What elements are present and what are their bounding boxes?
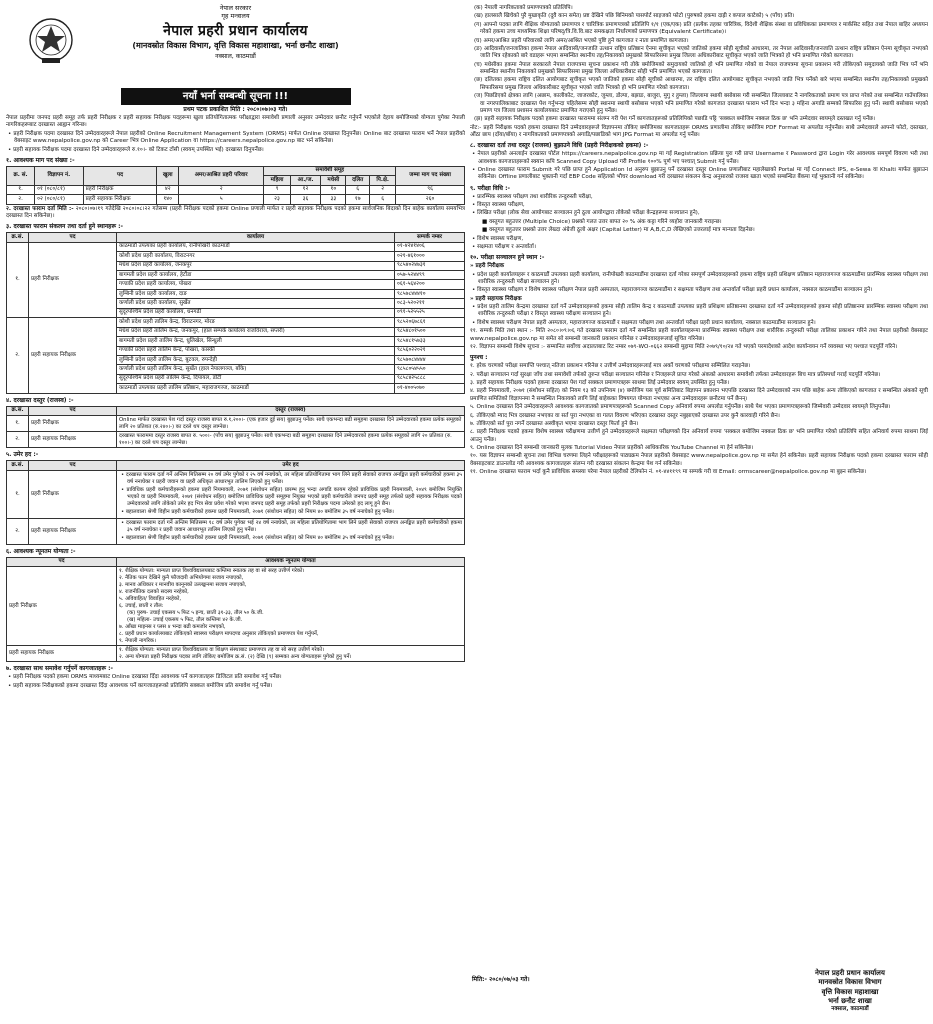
list-item: • Online दरखास्त फाराम Submit गरे पछि प्राप्त हुने Application Id अनुरुप बुझाउनु पर्ने दरखास्त दस्तुर Online प्रणालीबाट महालेखाको Portal मा गई Connect IPS, e-Sewa वा Khalti मार्फत बुझाउन सकिनेछ। Offline प्रणालीबाट भुक्तानी गर्दा EBP Code सहितको भौचर download गरी दरखास्त संकलन केन्द्र अनुसारको राजस्व खाता भएको सम्बन्धित बैंकमा गई भुक्तानी गर्न सकिनेछ। [472, 167, 928, 181]
table-row: बागमती प्रदेश प्रहरी कार्यालय, हेटौंडा ०५७-५२४४९९ [7, 271, 465, 280]
list-item: • प्रदेश प्रहरी तालिम केन्द्रमा दरखास्त दर्ता गर्ने उम्मेदवारहरूको हकमा सोही तालिम केन्द्र र काठमाडौं उपत्यका प्रहरी प्रशिक्षण प्रतिष्ठानमा दरखास्त दर्ता गर्ने उम्मेदवारहरूको हकमा सोही प्रतिष्ठानमा प्रारम्भिक स्वास्थ्य परीक्षण तथा शारीरिक तन्दुरुस्ती परीक्षा र विस्तृत स्वास्थ्य परीक्षण सञ्चालन हुने। [472, 304, 928, 318]
doc-item: (ज) पिछडिएको क्षेत्रका लागि (अछाम, कालीकोट, जाजरकोट, जुम्ला, डोल्पा, बझाङ, बाजुरा, मुगु र हुम्ला) जिल्लामा स्थायी बसोबास गरी सम्बन्धित जिल्लाबाट नै नागरिकताको प्रमाण पत्र प्राप्त गरेको तथा सम्बन्धित गाउँपालिका वा नगरपालिकाबाट दरखास्त पेश गर्नुभन्दा पहिलेसम्म सोही स्थानमा स्थायी बसोबास भएको भनि प्रमाणित गरेको कागजात दरखास्त फाराम भर्ने दिन भन्दा ३ महिना अगाडि सम्मको सिफारिस हुनु पर्ने। स्थायी बसोबास भएको प्रमाण पत्र जिल्ला प्रशासन कार्यालयबाट प्रमाणित गराएको हुनु पर्नेछ। [474, 93, 928, 114]
list-item: • सक्षमता परीक्षण र अन्तर्वार्ता। [472, 243, 536, 250]
right-column [470, 4, 928, 478]
col-header: महिला [264, 176, 290, 185]
table-row: कोशी प्रदेश प्रहरी कार्यालय, विराटनगर ०२१-४६१००० [7, 252, 465, 261]
col-header: क्र. सं. [7, 166, 35, 185]
col-header: जम्मा माग पद संख्या [396, 166, 465, 185]
table-row: बागमती प्रदेश प्रहरी तालिम केन्द्र, धुलिखेल, सिन्धुली ९८५४८१५७३३ [7, 337, 465, 346]
list-item: • विस्तृत स्वास्थ्य परीक्षण, [472, 202, 525, 209]
age-table: क्र.सं. पद उमेर हद १. प्रहरी निरीक्षक • दरखास्त फाराम दर्ता गर्ने अन्तिम मितिसम्म २० वर्ष उमेर पुगेको र २५ वर्ष ननाघेको, तर महिला प्रतियोगितामा भाग लिने प्रहरी सेवाको राजपत्र अनङ्कित प्रहरी कर्मचारीको हकमा ३५ वर्ष ननाघेका र प्रहरी जवान वा प्रहरी अधिकृत आधारभूत तालिम लिएको हुनु पर्नेछ। • प्राविधिक प्रहरी कर्मचारीहरूको हकमा प्रहरी नियमावली, २०७१ (संशोधन सहित) प्रारम्भ हुनु भन्दा अगाडि कायम रहेको प्राविधिक प्रहरी नियमावली, २०४९ बमोजिम नियुक्ति भएको वा प्रहरी नियमावली, २०७१ (संशोधन सहित) बमोजिम प्राविधिक प्रहरी समूहमा नियुक्त भएको प्रहरी कर्मचारीले जनपद प्रहरी समूह तर्फको प्रहरी सहायक निरीक्षक पदको उम्मेदवारको लागि तोकेको उमेर हद भित्र सेवा प्रवेश गरेको भएमा जनपद प्रहरी समूह तर्फको प्रहरी निरीक्षक पदमा उमेरको हद लागू हुने छैन। • बहालवाला श्रेणी विहीन प्रहरी कर्मचारीको हकमा प्रहरी नियमावली, २०७१ (संशोधन सहित) को नियम ४० बमोजिम ३५ वर्ष ननाघेको हुनु पर्नेछ। २. प्रहरी सहायक निरीक्षक • दरखास्त फाराम दर्ता गर्ने अन्तिम मितिसम्म १८ वर्ष उमेर पुगेका भई २४ वर्ष ननाघेको, तर महिला प्रतियोगितामा भाग लिने प्रहरी सेवाको राजपत्र अनङ्कित प्रहरी कर्मचारीको हकमा ३५ वर्ष ननाघेका र प्रहरी जवान आधारभूत तालिम लिएको हुनु पर्नेछ। • बहालवाला श्रेणी विहीन प्रहरी कर्मचारीको हकमा प्रहरी नियमावली, २०७१ (संशोधन सहित) को नियम ४० बमोजिम ३५ वर्ष ननाघेको हुनु पर्नेछ। [6, 460, 465, 545]
header-line-ministry: गृह मन्त्रालय [221, 12, 250, 21]
table-row: लुम्बिनी प्रदेश प्रहरी कार्यालय, दाङ ९८५७८४४४१० [7, 289, 465, 298]
left-column [6, 4, 465, 691]
published-date: प्रथम पटक प्रकाशित मिति : २०८०।०७।०३ गते। [183, 106, 288, 114]
table-row: काठमाडौं उपत्यका प्रहरी तालिम प्रतिष्ठान, महाराजगञ्ज, काठमाडौं ०१-४००५०७० [7, 384, 465, 393]
list-item: ११. Online दरखास्त फाराम भर्दा कुनै प्राविधिक समस्या परेमा नेपाल प्रहरीको टेलिफोन नं. ०१-४४११९९ मा सम्पर्क गरी वा Email: ormscareer@nepalpolice.gov.np मा बुझ्न सकिनेछ। [470, 469, 867, 476]
list-item: ९. Online दरखास्त दिने सम्बन्धी जानकारी मूलक Tutorial Video नेपाल प्रहरीको आधिकारिक YouTube Channel मा हेर्न सकिनेछ। [470, 445, 754, 451]
nepal-police-emblem-icon [28, 14, 74, 66]
offices-table: क्र.सं. पद कार्यालय सम्पर्क नम्बर १. प्रहरी निरीक्षक काठमाडौं उपत्यका प्रहरी कार्यालय, रानीपोखरी काठमाडौं ०१-४२४१४०६ कोशी प्रदेश प्रहरी कार्यालय, विराटनगर ०२१-४६१००० मधेश प्रदेश प्रहरी कार्यालय, जनकपुर ९८५४०२४७३१ बागमती प्रदेश प्रहरी कार्यालय, हेटौंडा ०५७-५२४४९९ गण्डकी प्रदेश प्रहरी कार्यालय, पोखरा ०६१-५६४२०० लुम्बिनी प्रदेश प्रहरी कार्यालय, दाङ ९८५७८४४४१० कर्णाली प्रदेश प्रहरी कार्यालय, सुर्खेत ०८३-५२०२११ सुदूरपश्चिम प्रदेश प्रहरी कार्यालय, धनगढी ०९१-५२५५२५ २. प्रहरी सहायक निरीक्षक कोशी प्रदेश प्रहरी तालिम केन्द्र, विराटनगर, मोरङ ९८५२०६७८६१ मधेश प्रदेश प्रहरी तालिम केन्द्र, जनकपुर, (हाल सम्पर्क कार्यालय राजविराज, सप्तरी) ९८५४८०१५०० बागमती प्रदेश प्रहरी तालिम केन्द्र, धुलिखेल, सिन्धुली ९८५४८१५७३३ गण्डकी प्रदेश प्रहरी तालिम केन्द्र, पोखरा, कास्की ९८५६०२२०२१ लुम्बिनी प्रदेश प्रहरी तालिम केन्द्र, बुटवल, रुपन्देही ९८५७०८४४४४ कर्णाली प्रदेश प्रहरी तालिम केन्द्र, सुर्खेत (हाल नेपालगञ्ज, बाँके) ९८५८०५४५५० सुदूरपश्चिम प्रदेश प्रहरी तालिम केन्द्र, दिपायल, डोटी ९८५८४२५८८८ काठमाडौं उपत्यका प्रहरी तालिम प्रतिष्ठान, महाराजगञ्ज, काठमाडौं ०१-४००५०७० [6, 232, 465, 393]
list-item: • प्रहरी निरीक्षक पदको हकमा ORMS माध्यमबाट Online दरखास्त दिँदा आवश्यक पर्ने कागजातहरू डिजिटल प्रति समावेश गर्नु पर्नेछ। [8, 674, 282, 681]
vacancy-table [6, 166, 465, 205]
subheading: » प्रहरी सहायक निरीक्षक [470, 295, 522, 302]
doc-item: (झ) प्रहरी सहायक निरीक्षक पदको हकमा दरखास्त फाराममा संलग्न गरी पेश गर्ने कागजातहरूको प्रतिलिपिको पछाडि पट्टि 'सक्कल बमोजिम नक्कल ठिक छ' भनि उम्मेदवार स्वयम्‌ले दस्तखत गर्नु पर्नेछ। [474, 116, 875, 123]
table-row: १. प्रहरी निरीक्षक • दरखास्त फाराम दर्ता गर्ने अन्तिम मितिसम्म २० वर्ष उमेर पुगेको र २५ वर्ष ननाघेको, तर महिला प्रतियोगितामा भाग लिने प्रहरी सेवाको राजपत्र अनङ्कित प्रहरी कर्मचारीको हकमा ३५ वर्ष ननाघेका र प्रहरी जवान वा प्रहरी अधिकृत आधारभूत तालिम लिएको हुनु पर्नेछ। • प्राविधिक प्रहरी कर्मचारीहरूको हकमा प्रहरी नियमावली, २०७१ (संशोधन सहित) प्रारम्भ हुनु भन्दा अगाडि कायम रहेको प्राविधिक प्रहरी नियमावली, २०४९ बमोजिम नियुक्ति भएको वा प्रहरी नियमावली, २०७१ (संशोधन सहित) बमोजिम प्राविधिक प्रहरी समूहमा नियुक्त भएको प्रहरी कर्मचारीले जनपद प्रहरी समूह तर्फको प्रहरी सहायक निरीक्षक पदको उम्मेदवारको लागि तोकेको उमेर हद भित्र सेवा प्रवेश गरेको भएमा जनपद प्रहरी समूह तर्फको प्रहरी निरीक्षक पदमा उमेरको हद लागू हुने छैन। • बहालवाला श्रेणी विहीन प्रहरी कर्मचारीको हकमा प्रहरी नियमावली, २०७१ (संशोधन सहित) को नियम ४० बमोजिम ३५ वर्ष ननाघेको हुनु पर्नेछ। [7, 470, 465, 518]
intro-paragraph: नेपाल प्रहरीमा जनपद प्रहरी समूह तर्फ प्रहरी निरीक्षक र प्रहरी सहायक निरीक्षक पदहरूमा खुला प्रतियोगितात्मक परीक्षाद्वारा समावेशी प्रणाली अनुसार उम्मेदवार छनौट गर्नुपर्ने भएकोले देहाय बमोजिमको योग्यता पुगेका नेपाली नागरिकहरूबाट दरखास्त आह्वान गरिन्छ। [6, 115, 465, 129]
list-item: • विशेष स्वास्थ्य परीक्षण, [472, 235, 524, 242]
list-item: • नेपाल प्रहरीको अनलाईन दरखास्त पोर्टल https://careers.nepalpolice.gov.np मा गई Registration प्रक्रिया पुरा गरी प्राप्त Username र Password द्वारा Login गरेर आवश्यक समपूर्ण विवरण भरी तथा आवश्यक कागजातहरूको स्क्यान कपि Scanned Copy Upload गरी Profile १००% पूर्ण भए पश्चात् Submit गर्नु पर्नेछ। [472, 151, 928, 165]
table-row: १. प्रहरी निरीक्षक काठमाडौं उपत्यका प्रहरी कार्यालय, रानीपोखरी काठमाडौं ०१-४२४१४०६ [7, 242, 465, 251]
col-header: खुला [157, 166, 179, 185]
section-6-title: ६. आवश्यक न्यूनतम योग्यता :- [6, 547, 76, 555]
intro-bullet: • प्रहरी निरीक्षक पदमा दरखास्त दिने उम्मेदवारहरूले नेपाल प्रहरीको Online Recruitment Management System (ORMS) मार्फत Online दरखास्त दिनुपर्नेछ। Online बाट दरखास्त फाराम भर्ने नेपाल प्रहरीको वेबसाइट www.nepalpolice.gov.np को Career भित्र Online Application वा https://careers.nepalpolice.gov.np बाट भर्न सकिनेछ। [8, 130, 466, 145]
table-row: १. प्रहरी निरीक्षक Online मार्फत दरखास्त पेश गर्दा दस्तुर राजस्व बापत रु.१,२००।- (एक हजार दुई सय) बुझाउनु पर्नेछ। साथै एकभन्दा बढी समूहमा दरखास्त दिने उम्मेदवारको हकमा प्रत्येक समूहको लागि २० प्रतिशत (रु.२४०।-) का दरले थप दस्तुर लाग्नेछ। [7, 416, 465, 432]
subheading: » प्रहरी निरीक्षक [470, 263, 504, 270]
qualification-table: पद आवश्यक न्यूनतम योग्यता प्रहरी निरीक्षक १. शैक्षिक योग्यता: मान्यता प्राप्त विश्वविद्यालयबाट कम्तिमा स्नातक तह वा सो सरह उत्तीर्ण गरेको। २. नैतिक पतन देखिने कुनै फौजदारी अभियोगमा सजाय नपाएको, ३. मानव अधिकार र मानवीय कानूनको उल्लङ्घनमा सजाय नपाएको, ४. राजनीतिक दलको सदस्य नरहेको, ५. अविवाहित/ विवाहित नरहेको, ६. उचाई, छाती र तौल: (क) पुरुष- उचाई एकसय ५ फिट ५ इन्च, छाती ३१-३३, तौल ५० के.जी. (ख) महिला- उचाई एकसय ५ फिट, तौल कम्तिमा ४२ के.जी. ७. आँखा माइनस र प्लस ४ भन्दा बढी कमजोर नभएको, ८. प्रहरी प्रधान कार्यालयबाट तोकिएको स्वास्थ्य परीक्षण मापदण्ड अनुसार तोकिएको प्रमाणपत्र पेश गर्नुपर्ने, ९. नेपाली नागरिक। प्रहरी सहायक निरीक्षक १. शैक्षिक योग्यता: मान्यता प्राप्त विश्वविद्यालय वा शिक्षण संस्थाबाट प्रमाणपत्र तह वा सो सरह उत्तीर्ण गरेको। २. अन्य योग्यता प्रहरी निरीक्षक पदका लागि तोकिए बमोजिम क्र.सं. (२) देखि (९) सम्मका अन्य योग्यताहरू पुगेको हुनु पर्ने। [6, 557, 465, 663]
table-row: २. प्रहरी सहायक निरीक्षक दरखास्त फाराममा दस्तुर राजस्व बापत रु. ५००।- (पाँच सय) बुझाउनु पर्नेछ। साथै एकभन्दा बढी समूहमा दरखास्त दिने उम्मेदवारको हकमा प्रत्येक समूहको लागि २० प्रतिशत (रु. १००।-) का दरले थप दस्तुर लाग्नेछ। [7, 432, 465, 448]
issue-date: मिति:- २०८०/०७/०३ गते। [472, 976, 530, 984]
table-row: २. ०२ (०८०/८१) प्रहरी सहायक निरीक्षक १४० ५ २३ ३६ ३३ १७ ६ २६० [7, 195, 465, 204]
fee-table: क्र.सं. पद दस्तुर (राजस्व) १. प्रहरी निरीक्षक Online मार्फत दरखास्त पेश गर्दा दस्तुर राजस्व बापत रु.१,२००।- (एक हजार दुई सय) बुझाउनु पर्नेछ। साथै एकभन्दा बढी समूहमा दरखास्त दिने उम्मेदवारको हकमा प्रत्येक समूहको लागि २० प्रतिशत (रु.२४०।-) का दरले थप दस्तुर लाग्नेछ। २. प्रहरी सहायक निरीक्षक दरखास्त फाराममा दस्तुर राजस्व बापत रु. ५००।- (पाँच सय) बुझाउनु पर्नेछ। साथै एकभन्दा बढी समूहमा दरखास्त दिने उम्मेदवारको हकमा प्रत्येक समूहको लागि २० प्रतिशत (रु. १००।-) का दरले थप दस्तुर लाग्नेछ। [6, 406, 465, 449]
list-item: • विस्तृत स्वास्थ्य परीक्षण र विशेष स्वास्थ्य परीक्षण नेपाल प्रहरी अस्पताल, महाराजगञ्ज काठमाडौंमा र सक्षमता परीक्षण तथा अन्तर्वार्ता परीक्षा प्रहरी प्रधान कार्यालय, नक्साल काठमाडौंमा सञ्चालन हुने। [472, 287, 873, 294]
list-item: • लिखित परीक्षा (लोक सेवा आयोगबाट सञ्चालन हुने ठूला आयोगद्वारा तोकेको परीक्षा केन्द्रहरूमा सञ्चालन हुने), [472, 210, 700, 217]
list-item: १०. यस विज्ञापन सम्बन्धी सूचना तथा विभिन्न चरणमा लिइने परीक्षाहरूको पाठ्यक्रम नेपाल प्रहरीको वेबसाइट www.nepalpolice.gov.np मा समेत हेर्न सकिनेछ। प्रहरी सहायक निरीक्षक पदको हकमा दरखास्त फाराम सोही वेबसाइटबाट डाउनलोड गरी आवश्यक कागजातहरू संलग्न गरी दरखास्त संकलन केन्द्रमा पेश गर्न सकिनेछ। [470, 453, 928, 467]
table-row: २. प्रहरी सहायक निरीक्षक कोशी प्रदेश प्रहरी तालिम केन्द्र, विराटनगर, मोरङ ९८५२०६७८६१ [7, 318, 465, 327]
col-header: पद [83, 166, 157, 185]
table-row: गण्डकी प्रदेश प्रहरी तालिम केन्द्र, पोखरा, कास्की ९८५६०२२०२१ [7, 346, 465, 355]
header-line-govt: नेपाल सरकार [219, 4, 252, 12]
section-5-title: ५. उमेर हद :- [6, 451, 39, 459]
col-header: अमर/आश्रित प्रहरी परिवार [179, 166, 264, 185]
list-item: ३. प्रहरी सहायक निरीक्षक पदको हकमा दरखास्त पेश गर्दा सक्कल प्रमाणपत्रहरू साथमा लिई उम्मेदवार स्वयम् उपस्थित हुनु पर्नेछ। [470, 380, 730, 386]
table-row: गण्डकी प्रदेश प्रहरी कार्यालय, पोखरा ०६१-५६४२०० [7, 280, 465, 289]
section-7-title: ७. दरखास्त साथ समावेश गर्नुपर्ने कागजातहरू :- [6, 665, 113, 673]
header-address: नक्साल, काठमाडौं [215, 52, 256, 60]
signature-block: नेपाल प्रहरी प्रधान कार्यालय मानवस्रोत विकास विभाग वृत्ति विकास महाशाखा भर्ना छनौट शाखा नक्साल, काठमाडौं [815, 968, 885, 1013]
notice-banner: नयाँ भर्ना सम्बन्धी सूचना !!! [121, 88, 351, 105]
table-row: कर्णाली प्रदेश प्रहरी तालिम केन्द्र, सुर्खेत (हाल नेपालगञ्ज, बाँके) ९८५८०५४५५० [7, 365, 465, 374]
notice-header [6, 4, 465, 86]
table-row: १. ०१ (०८०/८१) प्रहरी निरीक्षक ४२ २ ९ १२ १० ६ २ ९६ [7, 185, 465, 194]
list-item: • विशेष स्वास्थ्य परीक्षण नेपाल प्रहरी अस्पताल, महाराजगञ्ज काठमाडौं र सक्षमता परीक्षण तथा अन्तर्वार्ता परीक्षा प्रहरी प्रधान कार्यालय, नक्साल काठमाडौंमा सञ्चालन हुने। [472, 319, 816, 326]
table-row: २. प्रहरी सहायक निरीक्षक • दरखास्त फाराम दर्ता गर्ने अन्तिम मितिसम्म १८ वर्ष उमेर पुगेका भई २४ वर्ष ननाघेको, तर महिला प्रतियोगितामा भाग लिने प्रहरी सेवाको राजपत्र अनङ्कित प्रहरी कर्मचारीको हकमा ३५ वर्ष ननाघेका र प्रहरी जवान आधारभूत तालिम लिएको हुनु पर्नेछ। • बहालवाला श्रेणी विहीन प्रहरी कर्मचारीको हकमा प्रहरी नियमावली, २०७१ (संशोधन सहित) को नियम ४० बमोजिम ३५ वर्ष ननाघेको हुनु पर्नेछ। [7, 518, 465, 544]
list-item: २. परीक्षा सञ्चालन गर्दा सुरक्षा जाँच तथा समावेशी तर्फको तुरुन्त परीक्षा सञ्चालन गरिनेछ र निजहरूले प्राप्त गरेको अंकको आधारमा समावेशी तर्फका उम्मेदवारहरू बिच मात्र प्रतिस्पर्धा गराई पदपूर्ति गरिनेछ। [470, 371, 881, 378]
doc-item: (ग) आफ्नो पदका लागि शैक्षिक योग्यताको प्रमाणपत्र र चारित्रिक प्रमाणपत्रको प्रतिलिपि १/१ (एक/एक) प्रति (प्रत्येक तहका चारित्रिक, विदेशी शैक्षिक संस्था वा प्रविधिकका प्रमाणपत्र र मार्कसिट सहित तथा नेपाल बाहिर अध्ययन गरेको हकमा उच्च माध्यमिक शिक्षा परिषद्/त्रि.वि.वि.बाट समकक्षता निर्धारणको प्रमाणपत्र (Equivalent Certificate)। [474, 21, 928, 36]
doc-item: (ख) हालसालै खिचेको पुरै मुखाकृति (दुवै कान समेत) प्रष्ट देखिने पछि बिनिमको पासपोर्ट साइजको फोटो (पुरुषको हकमा दाह्री र कपाल काटेको) ५ (पाँच) प्रति। [474, 13, 795, 20]
section-10-title: १०. परीक्षा सञ्चालन हुने स्थान :- [470, 254, 545, 262]
doc-item: (घ) अमर/आश्रित प्रहरी परिवारको लागि अमर/आश्रित भएको पुष्टि हुने कागजात र नाता प्रमाणित कागजात। [474, 37, 689, 44]
header-department: (मानवस्रोत विकास विभाग, वृत्ति विकास महाशाखा, भर्ना छनौट शाखा) [132, 41, 339, 51]
list-item: ४. प्रहरी नियमावली, २०७१ (संशोधन सहित) को नियम १३ को उपनियम (४) बमोजिम यस पूर्व समितिबाट बिज्ञापन प्रकाशन भएपछि दरखास्त दिने उम्मेदवारको नाम पछि बाहेक अन्य तोकिएको कागजात र सम्बन्धित अंकको सूची प्रमाणित समितिको विज्ञापनमा नै सम्बन्धित निकायको लागि लिई बाहेकका विषयगत योग्यता नभएका अन्य उम्मेदवारहरू छनौटमा पर्ने छैनन्। [470, 388, 928, 402]
group-header: समावेशी समूह [264, 166, 396, 175]
section-2: २. दरखास्त फाराम दर्ता मिति :- २०८०।०७।१९ गतेदेखि २०८०।०८।२२ गतेसम्म (प्रहरी निरीक्षक पदको हकमा Online प्रणाली मार्फत र प्रहरी सहायक निरीक्षक पदको हकमा सार्वजनिक बिदाको दिन बाहेक कार्यालय समयभित्र दरखास्त दिन सकिनेछ)। [6, 205, 465, 219]
postscript-title: पुनश्च : [470, 354, 488, 362]
col-header: मधेसी [321, 176, 346, 185]
section-9-title: ९. परीक्षा विधि :- [470, 184, 510, 192]
list-item: • प्रहरी सहायक निरीक्षकको हकमा दरखास्त दिँदा आवश्यक पर्ने कागजातहरूको प्रतिलिपि सक्कल बमोजिम प्रति समावेश गर्नु पर्नेछ। [8, 682, 273, 689]
table-row: कर्णाली प्रदेश प्रहरी कार्यालय, सुर्खेत ०८३-५२०२११ [7, 299, 465, 308]
col-header: आ./ज. [290, 176, 321, 185]
section-1-title: १. आवश्यक माग पद संख्या :- [6, 156, 75, 164]
col-header: पि.क्षे. [370, 176, 396, 185]
section-12: १२. विज्ञापन सम्बन्धी विशेष सूचना :- सम्मानित सर्वोच्च अदालतबाट रिट नम्बर ०७९-WO-०६६२ सम्बन्धी मुद्दामा मिति २०७९/१०/२४ गते भएको परमादेशको आदेश कार्यान्वयन गर्ने व्यवस्था भए पश्चात पदपूर्ति गरिने। [470, 343, 898, 350]
list-item: • प्रारम्भिक स्वास्थ्य परीक्षण तथा शारीरिक तन्दुरुस्ती परीक्षा, [472, 193, 593, 200]
list-item: ७. तोकिएको सर्त पुरा नगर्ने दरखास्त अस्वीकृत भएमा दरखास्त दस्तुर फिर्ता हुने छैन। [470, 420, 639, 427]
table-row: सुदूरपश्चिम प्रदेश प्रहरी तालिम केन्द्र, दिपायल, डोटी ९८५८४२५८८८ [7, 374, 465, 383]
section-4-title: ४. दरखास्त दस्तुर (राजस्व) :- [6, 396, 74, 404]
list-item: • प्रदेश प्रहरी कार्यालयहरू र काठमाडौं उपत्यका प्रहरी कार्यालय, रानीपोखरी काठमाडौंमा दरखास्त दर्ता गरेका समपूर्ण उम्मेदवारहरूको हकमा राष्ट्रिय प्रहरी प्रशिक्षण प्रतिष्ठान महाराजगञ्ज काठमाडौंमा प्रारम्भिक स्वास्थ्य परीक्षण तथा शारीरिक तन्दुरुस्ती परीक्षा सञ्चालन हुने। [472, 271, 929, 285]
table-row: प्रहरी सहायक निरीक्षक १. शैक्षिक योग्यता: मान्यता प्राप्त विश्वविद्यालय वा शिक्षण संस्थाबाट प्रमाणपत्र तह वा सो सरह उत्तीर्ण गरेको। २. अन्य योग्यता प्रहरी निरीक्षक पदका लागि तोकिए बमोजिम क्र.सं. (२) देखि (९) सम्मका अन्य योग्यताहरू पुगेको हुनु पर्ने। [7, 646, 465, 662]
intro-bullet: • प्रहरी सहायक निरीक्षक पदमा दरखास्त दिने उम्मेदवारहरूले रु.१०।- को टिकट टाँसी (स्वयम् उपस्थित भई) दरखास्त दिनुपर्नेछ। [8, 146, 264, 153]
section-11: ११. सम्पर्क मिति तथा स्थान :- मिति २०८०।०९।०६ गते दरखास्त फाराम दर्ता गर्ने सम्बन्धित प्रहरी कार्यालयहरूमा प्रारम्भिक स्वास्थ्य परीक्षण तथा शारीरिक तन्दुरुस्ती परीक्षा तालिका प्रकाशन गरिने तथा नेपाल प्रहरीको वेबसाइट www.nepalpolice.gov.np मा समेत सो सम्बन्धी जानकारी प्रकाशन गरिनेछ र उम्मेदवारहरूलाई सूचित गरिनेछ। [470, 328, 928, 342]
list-item: ■ वस्तुगत बहुउत्तर (Multiple Choice) प्रश्नको गलत उत्तर बापत २० % अंक कट्टा गरिने व्यहोरा जानकारी गराइन्छ। [482, 218, 722, 225]
list-item: ६. तोकिएको म्याद भित्र दरखास्त नभएका वा सर्त पुरा नभएका वा गलत विवरण भरिएका दरखास्त दस्तुर नबुझाएको दरखास्त उपर कुनै कारवाही गरिने छैन। [470, 412, 780, 419]
list-item: ५. Online दरखास्त दिने उम्मेदवारहरूले आवश्यक कागजातको प्रमाणपत्रहरूको Scanned Copy अनिवार्य रुपमा अपलोड गर्नुपर्नेछ। साथै पेश भएका प्रमाणपत्रहरूको जिम्मेवारी उम्मेदवार स्वयम्‌ले लिनुपर्नेछ। [470, 404, 891, 411]
doc-item: (छ) दलितका हकमा राष्ट्रिय दलित आयोगबाट सूचीकृत भएको जातिको हकमा सोही सूचीको आधारमा, तर राष्ट्रिय दलित आयोगबाट सूचीकृत नभएको जाति भित्र पर्नेको बारे भएमा सम्बन्धित स्थानीय तह/निकायको प्रमुखको सिफारिसमा प्रमुख जिल्ला अधिकारीबाट सूचीकृत भएको जाति भित्रको हो भनि प्रमाणित गरेको कागजात। [474, 77, 928, 91]
table-row: सुदूरपश्चिम प्रदेश प्रहरी कार्यालय, धनगढी ०९१-५२५५२५ [7, 308, 465, 317]
col-header: दलित [346, 176, 370, 185]
table-row: लुम्बिनी प्रदेश प्रहरी तालिम केन्द्र, बुटवल, रुपन्देही ९८५७०८४४४४ [7, 355, 465, 364]
list-item: १. हरेक चरणको परीक्षा समाप्ति पश्चात् नतिजा प्रकाशन गरिनेछ र उत्तीर्ण उम्मेदवारहरूलाई मात्र अर्को चरणको परीक्षामा सम्मिलित गराइनेछ। [470, 363, 751, 370]
note-paragraph: नोट:- प्रहरी निरीक्षक पदको हकमा दरखास्त दिने उम्मेदवारहरूले विज्ञापनमा तोकिए बमोजिमका कागजातहरू ORMS प्रणालीमा तोकिए बमोजिम PDF Format मा अपलोड गर्नुपर्नेछ। साथै उम्मेदवारले आफ्नो फोटो, दस्तखत, औंठा छाप (दाँया/बाँया) र नागरिकताको प्रमाणपत्रको अगाडि/पछाडिको भाग JPG Format मा अपलोड गर्नु पर्नेछ। [470, 124, 928, 138]
doc-item: (क) नेपाली नागरिकताको प्रमाणपत्रको प्रतिलिपि। [474, 5, 573, 11]
section-3-title: ३. दरखास्त फाराम संकलन तथा दर्ता हुने स्थानहरू :- [6, 223, 123, 231]
table-row: मधेश प्रदेश प्रहरी तालिम केन्द्र, जनकपुर, (हाल सम्पर्क कार्यालय राजविराज, सप्तरी) ९८५४८०१५०० [7, 327, 465, 336]
section-8-title: ८. दरखास्त दर्ता तथा दस्तुर (राजस्व) बुझाउने विधि (प्रहरी निरीक्षकको हकमा) :- [470, 142, 649, 150]
table-row: मधेश प्रदेश प्रहरी कार्यालय, जनकपुर ९८५४०२४७३१ [7, 261, 465, 270]
doc-item: (ङ) आदिवासी/जनजातिका हकमा नेपाल आदिवासी/जनजाति उत्थान राष्ट्रिय प्रतिष्ठान ऐनमा सूचीकृत भएको जातिको हकमा सोही सूचीको आधारमा, तर नेपाल आदिवासी/जनजाति उत्थान राष्ट्रिय प्रतिष्ठान ऐनमा सूचीकृत नभएको जाति भित्र रहेकाको बारे वडाहरू भएमा सम्बन्धित स्थानीय तह/निकायको प्रमुखको सिफारिसमा प्रमुख जिल्ला अधिकारीबाट सूचीकृत भएको जाति भित्रको हो भनि प्रमाणित गरेको कागजात। [474, 45, 928, 60]
col-header: विज्ञापन नं. [35, 166, 84, 185]
table-row: प्रहरी निरीक्षक १. शैक्षिक योग्यता: मान्यता प्राप्त विश्वविद्यालयबाट कम्तिमा स्नातक तह वा सो सरह उत्तीर्ण गरेको। २. नैतिक पतन देखिने कुनै फौजदारी अभियोगमा सजाय नपाएको, ३. मानव अधिकार र मानवीय कानूनको उल्लङ्घनमा सजाय नपाएको, ४. राजनीतिक दलको सदस्य नरहेको, ५. अविवाहित/ विवाहित नरहेको, ६. उचाई, छाती र तौल: (क) पुरुष- उचाई एकसय ५ फिट ५ इन्च, छाती ३१-३३, तौल ५० के.जी. (ख) महिला- उचाई एकसय ५ फिट, तौल कम्तिमा ४२ के.जी. ७. आँखा माइनस र प्लस ४ भन्दा बढी कमजोर नभएको, ८. प्रहरी प्रधान कार्यालयबाट तोकिएको स्वास्थ्य परीक्षण मापदण्ड अनुसार तोकिएको प्रमाणपत्र पेश गर्नुपर्ने, ९. नेपाली नागरिक। [7, 567, 465, 646]
list-item: ■ वस्तुगत बहुउत्तर प्रश्नको उत्तर लेख्दा अंग्रेजी ठूलो अक्षर (Capital Letter) मा A,B,C,D लेखिएको उत्तरलाई मात्र मान्यता दिइनेछ। [482, 227, 755, 234]
list-item: ८. प्रहरी निरीक्षक पदको हकमा विशेष स्वास्थ्य परीक्षणमा उत्तीर्ण हुने उम्मेदवारहरूले सक्षमता परीक्षणको दिन अनिवार्य रुपमा 'सक्कल बमोजिम नक्कल ठिक छ' भनि प्रमाणित गरेको प्रतिलिपि सहित अनिवार्य रुपमा साथमा लिई आउनु पर्नेछ। [470, 429, 928, 443]
doc-item: (च) मधेसीका हकमा नेपाल सरकारले नेपाल राजपत्रमा सूचना प्रकाशन गरी तोके बमोजिमको समुदायको जातिको हो भनि प्रमाणित गरेको वा नेपाल राजपत्रमा सूचना प्रकाशन गरी तोकिएको समुदायको जाति भित्र पर्ने भनि सम्बन्धित स्थानीय निकायको प्रमुखको सिफारिसमा प्रमुख जिल्ला अधिकारीबाट सोही भनि प्रमाणित भएको कागजात। [474, 61, 928, 75]
header-office-title: नेपाल प्रहरी प्रधान कार्यालय [163, 22, 308, 39]
